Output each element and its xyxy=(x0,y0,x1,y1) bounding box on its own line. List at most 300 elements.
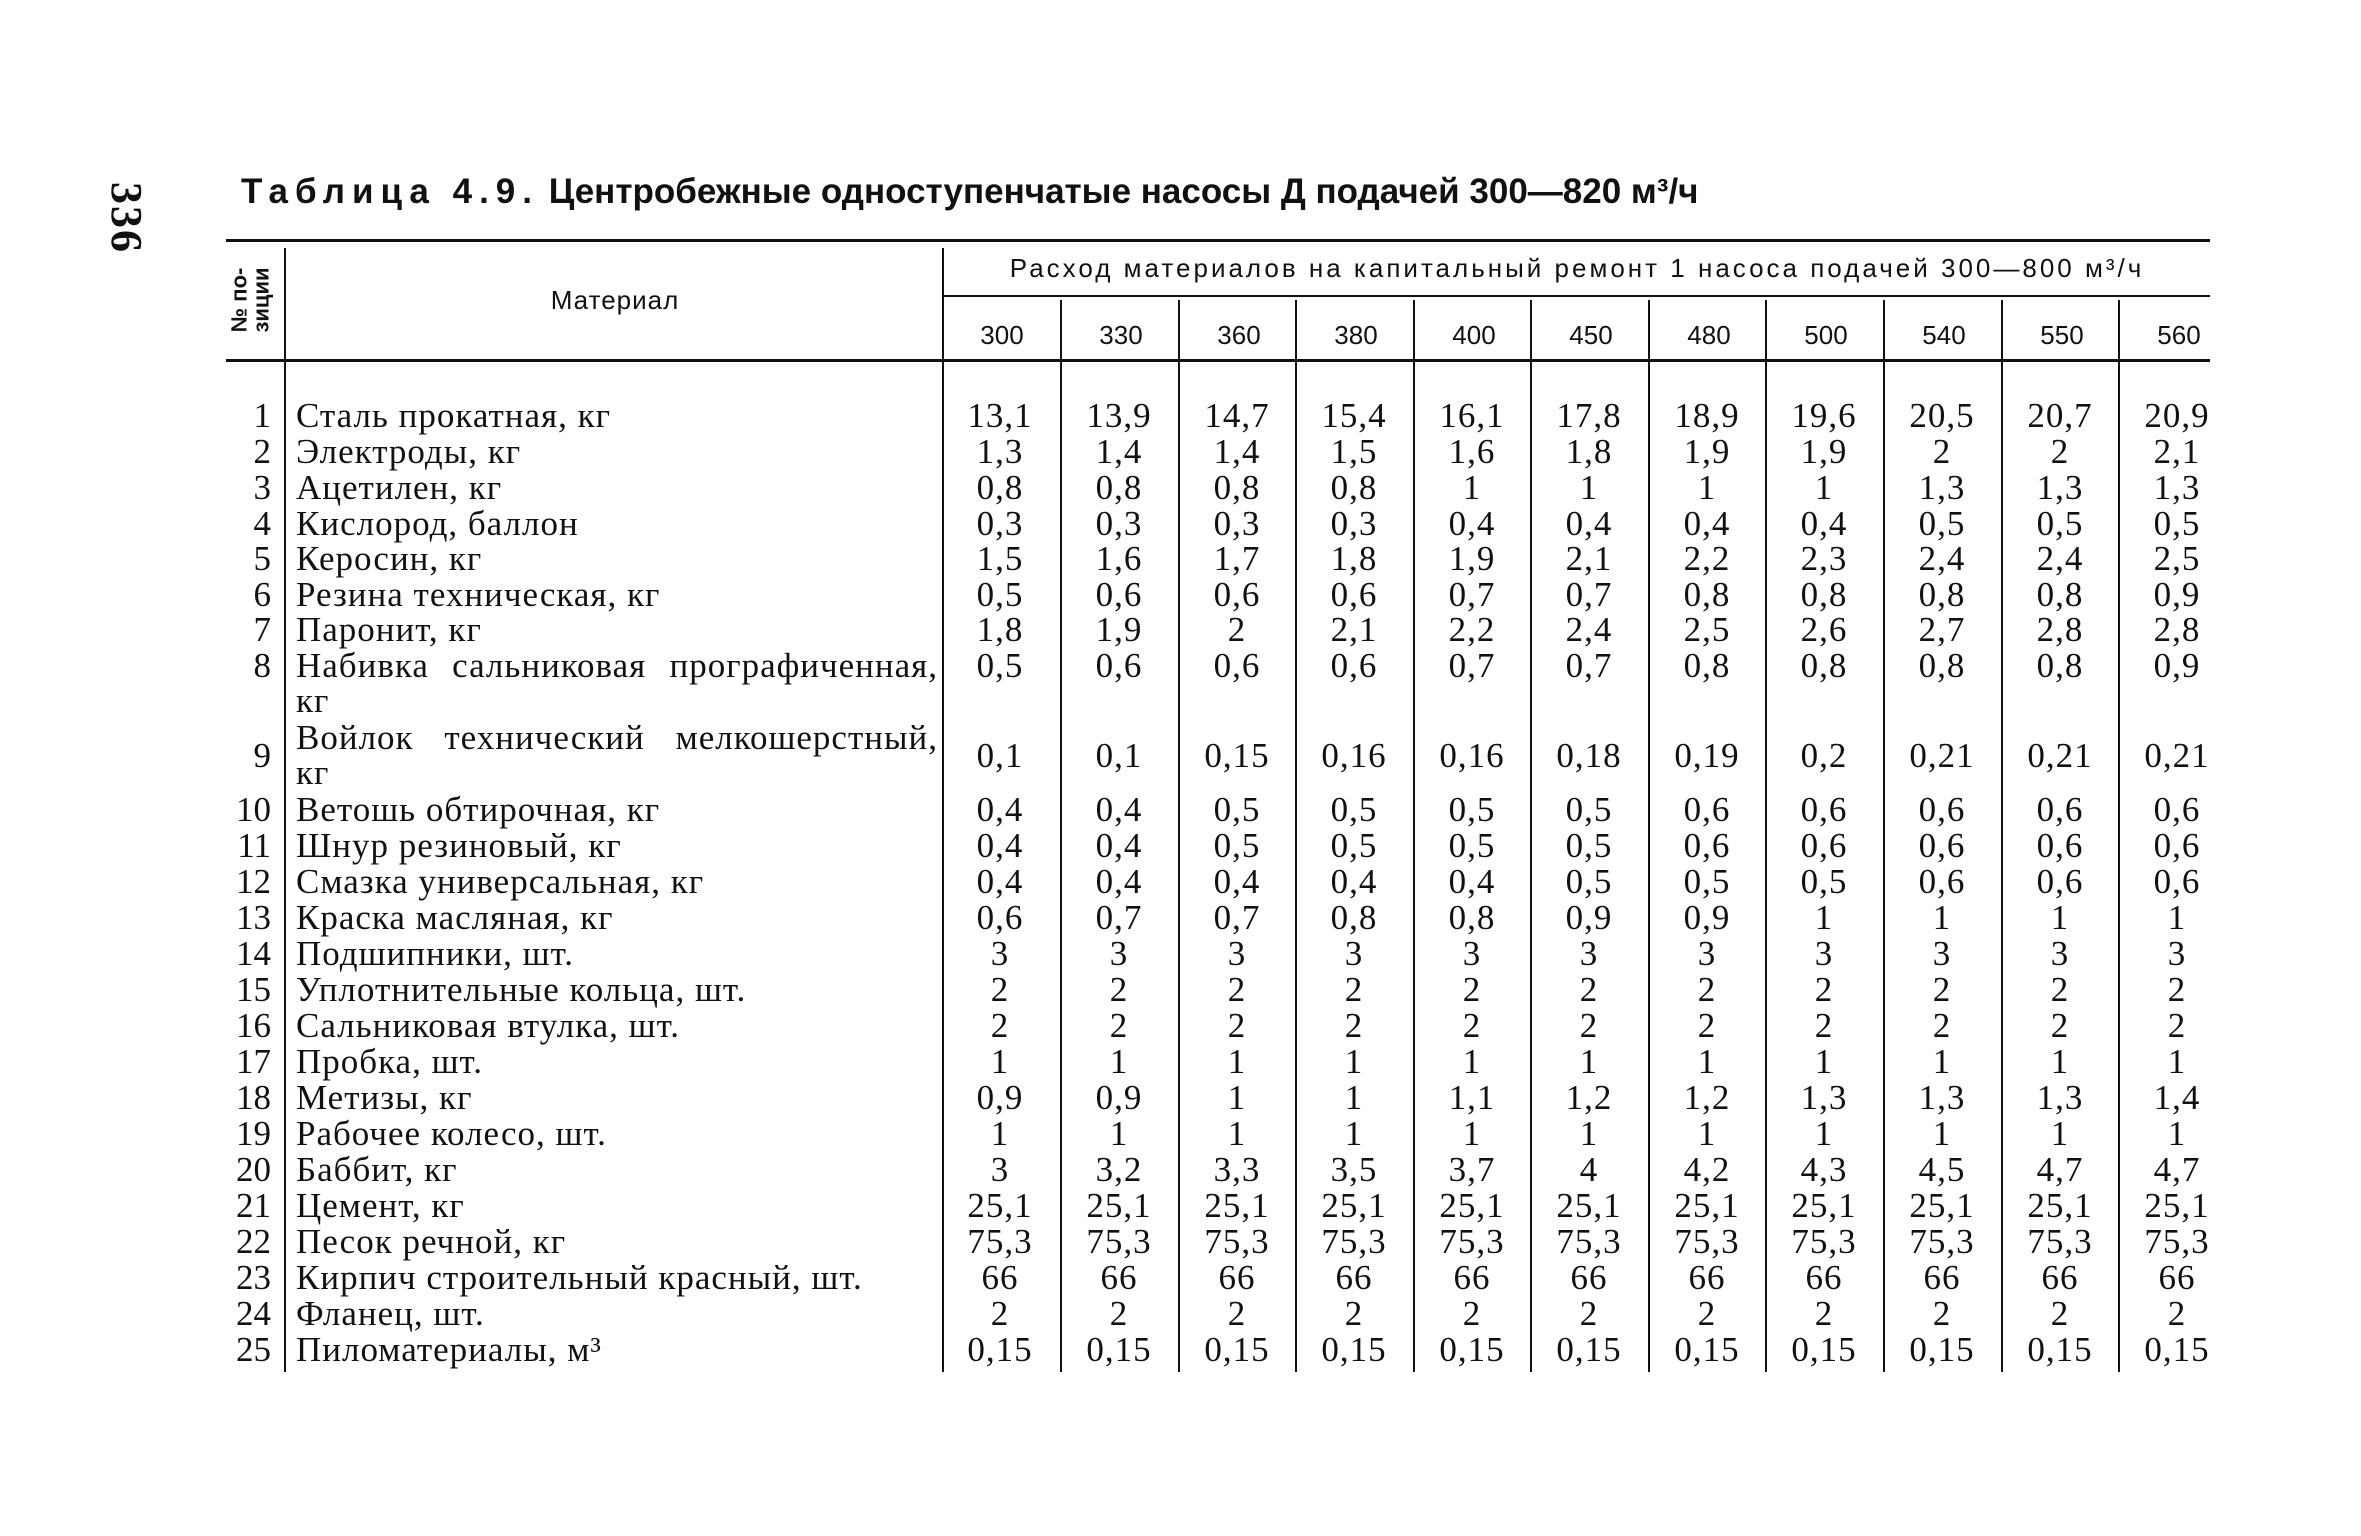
material-name: Метизы, кг xyxy=(296,1078,473,1117)
value-cell: 75,3 xyxy=(1321,1222,1387,1261)
value-cell: 1,9 xyxy=(1448,539,1496,578)
value-cell: 0,6 xyxy=(1683,790,1731,829)
value-cell: 75,3 xyxy=(1674,1222,1740,1261)
value-cell: 75,3 xyxy=(1791,1222,1857,1261)
value-cell: 3,3 xyxy=(1213,1150,1261,1189)
material-name: Смазка универсальная, кг xyxy=(296,862,705,901)
value-cell: 0,9 xyxy=(1095,1078,1143,1117)
value-cell: 0,6 xyxy=(2036,790,2084,829)
value-cell: 0,4 xyxy=(1448,862,1496,901)
value-cell: 2,6 xyxy=(1800,610,1848,649)
material-name: Кислород, баллон xyxy=(296,504,579,543)
material-name: Резина техническая, кг xyxy=(296,575,661,614)
table-top-rule xyxy=(226,239,2210,242)
material-name: Баббит, кг xyxy=(296,1150,458,1189)
value-cell: 0,6 xyxy=(1683,826,1731,865)
row-number: 15 xyxy=(236,970,271,1009)
value-cell: 75,3 xyxy=(1204,1222,1270,1261)
row-number: 18 xyxy=(236,1078,271,1117)
value-cell: 0,6 xyxy=(2036,826,2084,865)
value-cell: 1 xyxy=(1932,1114,1952,1153)
value-cell: 75,3 xyxy=(2144,1222,2210,1261)
value-cell: 1,9 xyxy=(1683,432,1731,471)
value-cell: 0,6 xyxy=(1095,646,1143,685)
value-cell: 2 xyxy=(1227,1006,1247,1045)
value-cell: 19,6 xyxy=(1791,396,1857,435)
value-column-rule xyxy=(1295,300,1297,1372)
value-cell: 0,7 xyxy=(1448,646,1496,685)
value-cell: 1 xyxy=(1462,468,1482,507)
value-cell: 0,6 xyxy=(1330,575,1378,614)
value-cell: 0,6 xyxy=(1918,826,1966,865)
value-cell: 0,5 xyxy=(1800,862,1848,901)
value-cell: 3 xyxy=(1344,934,1364,973)
value-cell: 25,1 xyxy=(2144,1186,2210,1225)
value-cell: 0,6 xyxy=(1213,646,1261,685)
value-cell: 1,3 xyxy=(2153,468,2201,507)
value-cell: 18,9 xyxy=(1674,396,1740,435)
value-cell: 2 xyxy=(2050,432,2070,471)
value-cell: 0,4 xyxy=(1330,862,1378,901)
value-cell: 3 xyxy=(1579,934,1599,973)
value-cell: 66 xyxy=(2158,1258,2196,1297)
value-cell: 1 xyxy=(1227,1114,1247,1153)
material-name: Фланец, шт. xyxy=(296,1294,485,1333)
value-cell: 0,15 xyxy=(2027,1330,2093,1369)
material-name: Ветошь обтирочная, кг xyxy=(296,790,661,829)
value-cell: 25,1 xyxy=(1791,1186,1857,1225)
material-name: Набивка сальниковая прографиченная, кг xyxy=(296,646,938,720)
value-cell: 0,5 xyxy=(976,646,1024,685)
value-cell: 66 xyxy=(1805,1258,1843,1297)
value-column-rule xyxy=(1765,300,1767,1372)
value-cell: 0,21 xyxy=(2027,736,2093,775)
table-title-label: Таблица 4.9. xyxy=(241,172,539,211)
value-cell: 1 xyxy=(2167,1114,2187,1153)
value-cell: 2 xyxy=(1109,1294,1129,1333)
value-cell: 13,9 xyxy=(1086,396,1152,435)
value-cell: 1,4 xyxy=(1095,432,1143,471)
value-cell: 1 xyxy=(1227,1078,1247,1117)
value-cell: 0,15 xyxy=(1674,1330,1740,1369)
value-cell: 13,1 xyxy=(967,396,1033,435)
value-column-rule xyxy=(1530,300,1532,1372)
value-cell: 0,8 xyxy=(1448,898,1496,937)
value-cell: 2 xyxy=(1462,970,1482,1009)
value-cell: 1 xyxy=(1814,1042,1834,1081)
value-cell: 0,5 xyxy=(1448,790,1496,829)
material-name: Рабочее колесо, шт. xyxy=(296,1114,607,1153)
value-cell: 66 xyxy=(2041,1258,2079,1297)
value-cell: 0,8 xyxy=(1800,575,1848,614)
row-number: 7 xyxy=(253,610,271,649)
value-cell: 25,1 xyxy=(1674,1186,1740,1225)
value-cell: 0,7 xyxy=(1565,646,1613,685)
value-cell: 1,5 xyxy=(1330,432,1378,471)
value-cell: 1 xyxy=(1697,1114,1717,1153)
row-number: 21 xyxy=(236,1186,271,1225)
value-cell: 25,1 xyxy=(1204,1186,1270,1225)
value-cell: 2 xyxy=(1109,1006,1129,1045)
value-cell: 75,3 xyxy=(1909,1222,1975,1261)
value-cell: 2,5 xyxy=(1683,610,1731,649)
row-number: 25 xyxy=(236,1330,271,1369)
value-cell: 0,5 xyxy=(1565,826,1613,865)
value-cell: 4 xyxy=(1579,1150,1599,1189)
column-header-550: 550 xyxy=(2040,320,2084,350)
value-cell: 2 xyxy=(1697,970,1717,1009)
table-title-text: Центробежные одноступенчатые насосы Д подачей 300—820 м³/ч xyxy=(548,172,1699,211)
value-cell: 2 xyxy=(1814,970,1834,1009)
value-column-rule xyxy=(1883,300,1885,1372)
value-cell: 1 xyxy=(1344,1042,1364,1081)
value-cell: 1 xyxy=(1462,1042,1482,1081)
value-cell: 4,7 xyxy=(2036,1150,2084,1189)
value-cell: 25,1 xyxy=(1556,1186,1622,1225)
value-cell: 0,7 xyxy=(1565,575,1613,614)
value-cell: 2 xyxy=(1344,1006,1364,1045)
value-cell: 0,8 xyxy=(2036,646,2084,685)
row-number: 4 xyxy=(253,504,271,543)
value-cell: 0,5 xyxy=(1213,826,1261,865)
value-cell: 2 xyxy=(1344,970,1364,1009)
value-cell: 2 xyxy=(990,970,1010,1009)
material-name: Пиломатериалы, м³ xyxy=(296,1330,602,1369)
value-cell: 0,6 xyxy=(1095,575,1143,614)
material-name: Паронит, кг xyxy=(296,610,482,649)
value-cell: 0,5 xyxy=(1565,862,1613,901)
value-cell: 2,8 xyxy=(2036,610,2084,649)
column-header-480: 480 xyxy=(1687,320,1731,350)
value-cell: 0,6 xyxy=(2036,862,2084,901)
value-cell: 66 xyxy=(1335,1258,1373,1297)
value-cell: 1 xyxy=(1814,1114,1834,1153)
value-cell: 0,6 xyxy=(1918,862,1966,901)
value-column-rule xyxy=(2001,300,2003,1372)
value-cell: 0,9 xyxy=(2153,646,2201,685)
value-cell: 0,21 xyxy=(2144,736,2210,775)
value-cell: 1 xyxy=(1109,1042,1129,1081)
value-cell: 1 xyxy=(1579,1042,1599,1081)
column-header-560: 560 xyxy=(2157,320,2201,350)
value-cell: 1 xyxy=(2167,1042,2187,1081)
value-cell: 4,5 xyxy=(1918,1150,1966,1189)
value-cell: 75,3 xyxy=(2027,1222,2093,1261)
value-cell: 0,6 xyxy=(1918,790,1966,829)
group-header-rule xyxy=(942,295,2210,297)
value-cell: 0,6 xyxy=(976,898,1024,937)
value-cell: 1,6 xyxy=(1095,539,1143,578)
value-cell: 0,5 xyxy=(1448,826,1496,865)
value-cell: 1 xyxy=(1697,1042,1717,1081)
value-cell: 20,7 xyxy=(2027,396,2093,435)
value-cell: 2 xyxy=(1462,1294,1482,1333)
value-cell: 0,15 xyxy=(1321,1330,1387,1369)
value-cell: 0,8 xyxy=(1918,646,1966,685)
value-cell: 0,8 xyxy=(1918,575,1966,614)
value-cell: 0,21 xyxy=(1909,736,1975,775)
material-name: Войлок технический мелкошерстный, кг xyxy=(296,718,938,792)
value-cell: 25,1 xyxy=(1909,1186,1975,1225)
value-cell: 2 xyxy=(1697,1294,1717,1333)
value-cell: 0,8 xyxy=(1683,646,1731,685)
value-cell: 0,1 xyxy=(1095,736,1143,775)
value-cell: 0,8 xyxy=(1330,898,1378,937)
column-header-450: 450 xyxy=(1569,320,1613,350)
value-cell: 66 xyxy=(1570,1258,1608,1297)
value-cell: 0,8 xyxy=(1800,646,1848,685)
value-cell: 3 xyxy=(2050,934,2070,973)
value-cell: 0,8 xyxy=(976,468,1024,507)
value-cell: 2 xyxy=(1227,1294,1247,1333)
value-cell: 2,2 xyxy=(1448,610,1496,649)
row-number: 10 xyxy=(236,790,271,829)
row-number: 14 xyxy=(236,934,271,973)
material-name: Пробка, шт. xyxy=(296,1042,483,1081)
value-cell: 2 xyxy=(1932,970,1952,1009)
value-cell: 2 xyxy=(1227,970,1247,1009)
value-cell: 1,3 xyxy=(2036,468,2084,507)
value-cell: 16,1 xyxy=(1439,396,1505,435)
value-cell: 0,9 xyxy=(1683,898,1731,937)
value-cell: 1 xyxy=(1344,1078,1364,1117)
value-cell: 1,6 xyxy=(1448,432,1496,471)
value-cell: 0,7 xyxy=(1095,898,1143,937)
row-number: 12 xyxy=(236,862,271,901)
consumption-group-header: Расход материалов на капитальный ремонт 1 насоса подачей 300—800 м³/ч xyxy=(1009,253,2145,283)
row-number: 9 xyxy=(253,736,271,775)
value-cell: 1 xyxy=(1932,898,1952,937)
value-cell: 0,4 xyxy=(1448,504,1496,543)
value-cell: 0,6 xyxy=(1330,646,1378,685)
value-cell: 0,16 xyxy=(1439,736,1505,775)
value-cell: 0,4 xyxy=(976,790,1024,829)
value-cell: 0,5 xyxy=(1213,790,1261,829)
material-name: Керосин, кг xyxy=(296,539,483,578)
value-cell: 2 xyxy=(1697,1006,1717,1045)
value-cell: 1,1 xyxy=(1448,1078,1496,1117)
value-cell: 3 xyxy=(1814,934,1834,973)
position-column-header xyxy=(222,250,280,350)
value-cell: 1,9 xyxy=(1800,432,1848,471)
row-number: 6 xyxy=(253,575,271,614)
value-cell: 3,5 xyxy=(1330,1150,1378,1189)
value-cell: 3 xyxy=(1227,934,1247,973)
row-number: 16 xyxy=(236,1006,271,1045)
value-cell: 2,1 xyxy=(2153,432,2201,471)
value-cell: 0,6 xyxy=(1800,826,1848,865)
value-column-rule xyxy=(1060,300,1062,1372)
value-cell: 66 xyxy=(981,1258,1019,1297)
value-cell: 0,3 xyxy=(1213,504,1261,543)
material-name: Шнур резиновый, кг xyxy=(296,826,622,865)
value-cell: 0,3 xyxy=(1095,504,1143,543)
value-column-rule xyxy=(1648,300,1650,1372)
value-cell: 0,19 xyxy=(1674,736,1740,775)
value-cell: 0,1 xyxy=(976,736,1024,775)
value-cell: 0,9 xyxy=(976,1078,1024,1117)
value-cell: 2,1 xyxy=(1330,610,1378,649)
value-cell: 20,5 xyxy=(1909,396,1975,435)
value-cell: 0,8 xyxy=(2036,575,2084,614)
value-cell: 0,8 xyxy=(1095,468,1143,507)
value-cell: 2 xyxy=(1227,610,1247,649)
value-cell: 0,6 xyxy=(1213,575,1261,614)
material-name: Сальниковая втулка, шт. xyxy=(296,1006,681,1045)
value-cell: 1 xyxy=(1579,468,1599,507)
row-number: 22 xyxy=(236,1222,271,1261)
value-cell: 1,8 xyxy=(1565,432,1613,471)
value-cell: 0,6 xyxy=(1800,790,1848,829)
value-cell: 25,1 xyxy=(967,1186,1033,1225)
material-name: Уплотнительные кольца, шт. xyxy=(296,970,747,1009)
value-cell: 2 xyxy=(990,1294,1010,1333)
value-cell: 66 xyxy=(1218,1258,1256,1297)
value-cell: 3,7 xyxy=(1448,1150,1496,1189)
material-name: Электроды, кг xyxy=(296,432,522,471)
row-number: 24 xyxy=(236,1294,271,1333)
value-cell: 1,3 xyxy=(1918,468,1966,507)
value-cell: 66 xyxy=(1100,1258,1138,1297)
value-cell: 0,15 xyxy=(1909,1330,1975,1369)
value-cell: 2 xyxy=(990,1006,1010,1045)
value-cell: 2 xyxy=(1814,1294,1834,1333)
value-cell: 3 xyxy=(2167,934,2187,973)
value-cell: 2 xyxy=(2167,970,2187,1009)
value-cell: 66 xyxy=(1453,1258,1491,1297)
row-number: 13 xyxy=(236,898,271,937)
value-cell: 0,15 xyxy=(1204,1330,1270,1369)
value-cell: 0,8 xyxy=(1683,575,1731,614)
column-header-300: 300 xyxy=(980,320,1024,350)
value-cell: 1,3 xyxy=(1800,1078,1848,1117)
value-cell: 0,4 xyxy=(976,862,1024,901)
value-cell: 0,5 xyxy=(1683,862,1731,901)
value-cell: 0,5 xyxy=(1330,826,1378,865)
value-cell: 2,8 xyxy=(2153,610,2201,649)
position-header-text: № по- зиции xyxy=(227,267,275,333)
value-cell: 25,1 xyxy=(1439,1186,1505,1225)
value-cell: 0,15 xyxy=(2144,1330,2210,1369)
value-cell: 2 xyxy=(1579,1006,1599,1045)
material-column-rule xyxy=(942,248,944,1372)
value-cell: 0,5 xyxy=(2153,504,2201,543)
value-cell: 0,5 xyxy=(2036,504,2084,543)
value-cell: 2 xyxy=(2050,1006,2070,1045)
material-name: Кирпич строительный красный, шт. xyxy=(296,1258,863,1297)
value-cell: 25,1 xyxy=(1086,1186,1152,1225)
value-cell: 3 xyxy=(1462,934,1482,973)
value-cell: 2 xyxy=(1932,1006,1952,1045)
value-cell: 20,9 xyxy=(2144,396,2210,435)
value-cell: 0,8 xyxy=(1213,468,1261,507)
material-name: Ацетилен, кг xyxy=(296,468,503,507)
value-cell: 1 xyxy=(1579,1114,1599,1153)
value-cell: 15,4 xyxy=(1321,396,1387,435)
value-cell: 1 xyxy=(990,1114,1010,1153)
value-cell: 0,4 xyxy=(1565,504,1613,543)
value-cell: 2,1 xyxy=(1565,539,1613,578)
value-cell: 2 xyxy=(1579,1294,1599,1333)
material-column-header: Материал xyxy=(550,285,680,315)
value-cell: 0,15 xyxy=(1204,736,1270,775)
value-cell: 2,7 xyxy=(1918,610,1966,649)
value-cell: 2 xyxy=(1579,970,1599,1009)
value-cell: 0,9 xyxy=(1565,898,1613,937)
value-cell: 0,5 xyxy=(976,575,1024,614)
value-cell: 2,5 xyxy=(2153,539,2201,578)
column-header-500: 500 xyxy=(1804,320,1848,350)
value-cell: 2,4 xyxy=(1918,539,1966,578)
value-cell: 0,4 xyxy=(1213,862,1261,901)
value-cell: 1 xyxy=(1344,1114,1364,1153)
value-cell: 2 xyxy=(1932,432,1952,471)
position-column-rule xyxy=(284,248,286,1372)
value-cell: 2 xyxy=(1462,1006,1482,1045)
value-cell: 2 xyxy=(1344,1294,1364,1333)
value-cell: 1,4 xyxy=(1213,432,1261,471)
value-cell: 0,4 xyxy=(1095,862,1143,901)
value-cell: 3 xyxy=(1109,934,1129,973)
column-header-360: 360 xyxy=(1217,320,1261,350)
value-cell: 0,4 xyxy=(976,826,1024,865)
value-cell: 0,7 xyxy=(1448,575,1496,614)
row-number: 1 xyxy=(253,396,271,435)
value-cell: 75,3 xyxy=(967,1222,1033,1261)
value-cell: 1 xyxy=(990,1042,1010,1081)
value-cell: 1 xyxy=(1697,468,1717,507)
value-column-rule xyxy=(1413,300,1415,1372)
value-cell: 0,6 xyxy=(2153,790,2201,829)
row-number: 19 xyxy=(236,1114,271,1153)
value-column-rule xyxy=(2118,300,2120,1372)
value-cell: 1 xyxy=(1462,1114,1482,1153)
column-header-540: 540 xyxy=(1922,320,1966,350)
value-cell: 1,3 xyxy=(1918,1078,1966,1117)
value-cell: 1 xyxy=(1814,468,1834,507)
value-cell: 2,3 xyxy=(1800,539,1848,578)
value-cell: 66 xyxy=(1688,1258,1726,1297)
row-number: 11 xyxy=(237,826,271,865)
material-name: Подшипники, шт. xyxy=(296,934,575,973)
material-name: Песок речной, кг xyxy=(296,1222,567,1261)
header-bottom-rule xyxy=(226,359,2210,362)
value-cell: 0,4 xyxy=(1683,504,1731,543)
value-cell: 2 xyxy=(1109,970,1129,1009)
value-cell: 1,2 xyxy=(1565,1078,1613,1117)
value-cell: 0,16 xyxy=(1321,736,1387,775)
value-cell: 1 xyxy=(1932,1042,1952,1081)
value-cell: 0,5 xyxy=(1565,790,1613,829)
value-cell: 14,7 xyxy=(1204,396,1270,435)
value-cell: 0,4 xyxy=(1095,826,1143,865)
value-cell: 2 xyxy=(1932,1294,1952,1333)
value-cell: 0,3 xyxy=(1330,504,1378,543)
value-cell: 75,3 xyxy=(1556,1222,1622,1261)
value-cell: 0,4 xyxy=(1095,790,1143,829)
value-cell: 1,5 xyxy=(976,539,1024,578)
row-number: 23 xyxy=(236,1258,271,1297)
value-cell: 3,2 xyxy=(1095,1150,1143,1189)
column-header-330: 330 xyxy=(1099,320,1143,350)
value-cell: 25,1 xyxy=(2027,1186,2093,1225)
value-cell: 0,6 xyxy=(2153,826,2201,865)
value-cell: 1,9 xyxy=(1095,610,1143,649)
value-cell: 2 xyxy=(2050,1294,2070,1333)
value-cell: 4,2 xyxy=(1683,1150,1731,1189)
value-cell: 1,8 xyxy=(1330,539,1378,578)
value-cell: 1 xyxy=(1109,1114,1129,1153)
